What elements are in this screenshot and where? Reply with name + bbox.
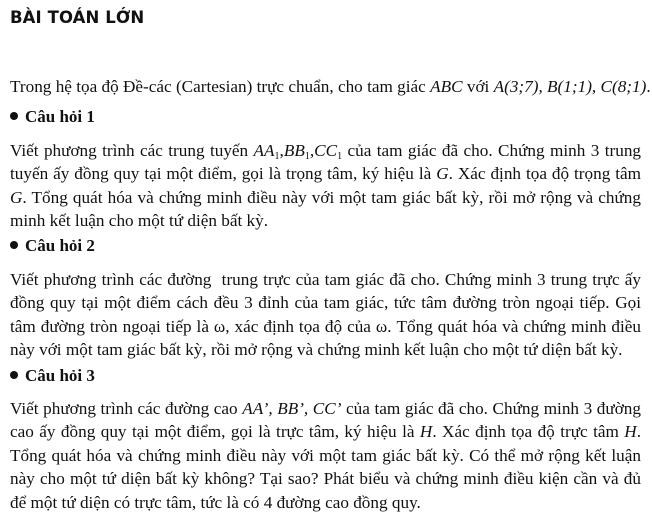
altitude-labels: AA’, BB’, CC’ <box>242 399 342 418</box>
median-label: AA <box>253 141 275 160</box>
q3-text: . Tổng quát hóa và chứng minh điều này với một tam giác bất kỳ. Có thể mở rộng kết luận này cho một tứ diện bất kỳ không? Tại sao? Phát biểu và chứng minh điều kiện cần và đủ để một tứ diện có trực tâm, tức là có 4 đường cao đồng quy. <box>10 422 641 512</box>
median-bb1 <box>284 141 310 160</box>
subscript: 1 <box>304 151 310 162</box>
centroid-symbol: G <box>10 187 23 207</box>
question-3-heading <box>10 364 95 387</box>
median-label: CC <box>314 141 338 160</box>
bullet-dot-icon <box>10 241 18 249</box>
question-2-title: Câu hỏi 2 <box>25 236 95 255</box>
question-3-body <box>10 397 641 514</box>
document-title: BÀI TOÁN LỚN <box>10 8 145 27</box>
q3-text: . Xác định tọa độ trực tâm <box>432 422 625 442</box>
vertex-coordinates: A(3;7), B(1;1), C(8;1) <box>493 77 647 96</box>
question-2-heading <box>10 234 95 257</box>
subscript: 1 <box>337 151 343 162</box>
question-1-heading <box>10 105 95 128</box>
intro-end: . <box>646 77 651 96</box>
q3-text: Viết phương trình các đường cao <box>10 399 243 418</box>
question-1-body <box>10 139 641 233</box>
q1-text: của tam giác đã cho. Chứng minh 3 trung tuyến ấy đồng quy tại một điểm, gọi là trọng tâm, ký hiệu là <box>10 141 642 184</box>
problem-statement <box>10 75 650 98</box>
q1-text: . Xác định tọa độ trọng tâm <box>448 164 642 184</box>
bullet-dot-icon <box>10 371 18 379</box>
q3-text: của tam giác đã cho. Chứng minh 3 đường cao ấy đồng quy tại một điểm, gọi là trực tâm, ký hiệu là <box>10 399 641 442</box>
subscript: 1 <box>274 151 280 162</box>
bullet-dot-icon <box>10 112 18 120</box>
orthocenter-symbol: H <box>419 422 433 442</box>
q1-text: Viết phương trình các trung tuyến <box>10 141 254 160</box>
question-2-body: Viết phương trình các đường trung trực của tam giác đã cho. Chứng minh 3 trung trực ấy đồng quy tại một điểm cách đều 3 đỉnh của tam giác, tức tâm đường tròn ngoại tiếp. Gọi tâm đường tròn ngoại tiếp là ω, xác định tọa độ của ω. Tổng quát hóa và chứng minh điều này với một tam giác bất kỳ, rồi mở rộng và chứng minh kết luận cho một tứ diện bất kỳ. <box>10 270 646 360</box>
question-1-title: Câu hỏi 1 <box>25 107 95 126</box>
question-3-title: Câu hỏi 3 <box>25 366 95 385</box>
centroid-symbol: G <box>436 164 449 184</box>
orthocenter-symbol: H <box>624 422 637 442</box>
intro-connector: với <box>462 77 494 96</box>
intro-text: Trong hệ tọa độ Đề-các (Cartesian) trực chuẩn, cho tam giác <box>10 77 431 96</box>
triangle-name: ABC <box>430 77 463 96</box>
median-aa1 <box>254 141 280 160</box>
comma: , <box>279 141 284 160</box>
median-label: BB <box>283 141 305 160</box>
comma: , <box>309 141 315 160</box>
q1-text: . Tổng quát hóa và chứng minh điều này với một tam giác bất kỳ, rồi mở rộng và chứng minh kết luận cho một tứ diện bất kỳ. <box>10 187 641 231</box>
median-cc1 <box>314 141 342 160</box>
